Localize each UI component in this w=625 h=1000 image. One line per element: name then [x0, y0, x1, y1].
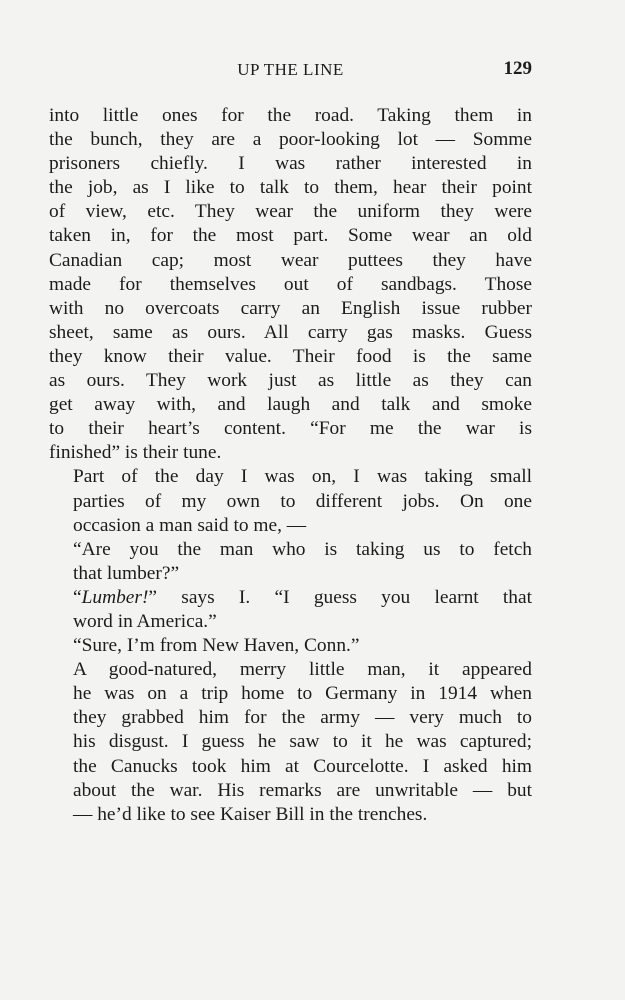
text-line: Part of the day I was on, I was taking small	[73, 466, 532, 488]
text-line: with no overcoats carry an English issue rubber	[49, 297, 532, 319]
running-head: UP THE LINE	[237, 60, 344, 79]
text-line: prisoners chiefly. I was rather interested in	[49, 153, 532, 175]
text-line: they know their value. Their food is the same	[49, 345, 532, 367]
paragraph	[49, 465, 532, 537]
page-header	[49, 58, 532, 86]
paragraph	[49, 538, 532, 586]
text-line: “Sure, I’m from New Haven, Conn.”	[73, 635, 360, 657]
text-line: the Canucks took him at Courcelotte. I asked him	[73, 755, 532, 777]
text-line: they grabbed him for the army — very much to	[73, 707, 532, 729]
text-line: “Lumber!” says I. “I guess you learnt that	[73, 586, 532, 608]
text-line: taken in, for the most part. Some wear an old	[49, 225, 532, 247]
text-line: that lumber?”	[73, 562, 180, 584]
text-line: the job, as I like to talk to them, hear their point	[49, 177, 532, 199]
text-line: get away with, and laugh and talk and smoke	[49, 394, 532, 416]
text-line: Canadian cap; most wear puttees they have	[49, 249, 532, 271]
text-line: parties of my own to different jobs. On one	[73, 490, 532, 512]
body-text	[49, 104, 532, 827]
text-line: his disgust. I guess he saw to it he was captured;	[73, 731, 532, 753]
text-line: into little ones for the road. Taking them in	[49, 105, 532, 126]
paragraph	[49, 658, 532, 827]
text-line: A good-natured, merry little man, it appeared	[73, 659, 532, 681]
text-line: of view, etc. They wear the uniform they were	[49, 201, 532, 223]
text-line: — he’d like to see Kaiser Bill in the trenches.	[73, 803, 428, 825]
paragraph	[49, 104, 532, 465]
text-line: made for themselves out of sandbags. Those	[49, 273, 532, 295]
text-line: sheet, same as ours. All carry gas masks. Guess	[49, 321, 532, 343]
text-line: occasion a man said to me, —	[73, 514, 307, 536]
paragraph	[49, 634, 532, 658]
text-line: as ours. They work just as little as they can	[49, 370, 532, 392]
text-line: to their heart’s content. “For me the war is	[49, 418, 532, 440]
page-number: 129	[503, 58, 532, 79]
text-line: word in America.”	[73, 610, 217, 632]
text-line: finished” is their tune.	[49, 442, 222, 464]
text-line: he was on a trip home to Germany in 1914 when	[73, 683, 532, 705]
text-line: about the war. His remarks are unwritable — but	[73, 779, 532, 801]
text-line: “Are you the man who is taking us to fetch	[73, 538, 532, 560]
text-line: the bunch, they are a poor-looking lot — Somme	[49, 129, 532, 151]
paragraph	[49, 586, 532, 634]
